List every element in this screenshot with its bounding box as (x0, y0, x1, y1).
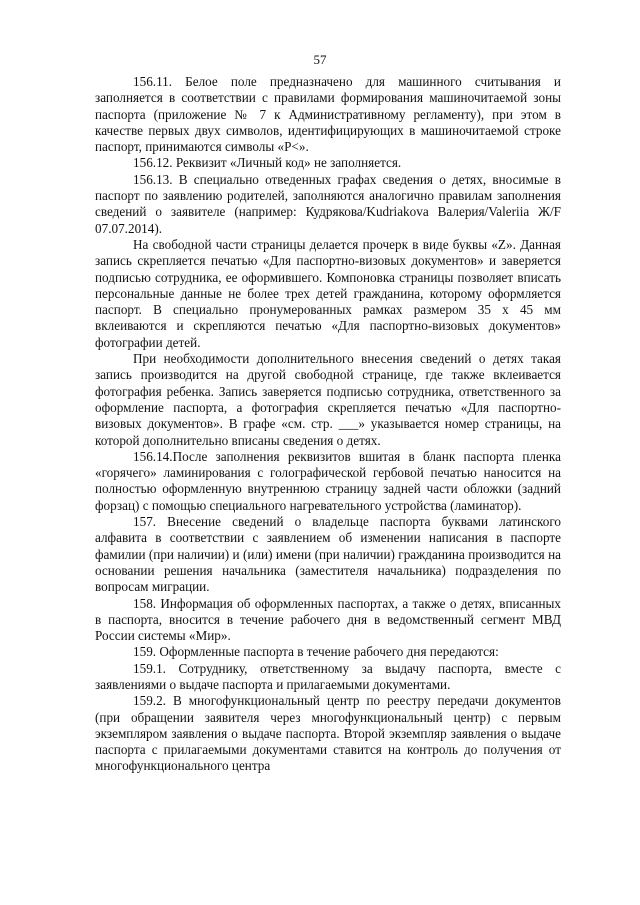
page-number: 57 (313, 52, 327, 67)
document-body (95, 74, 561, 775)
paragraph-additional-children: При необходимости дополнительного внесения сведений о детях такая запись производится на другой свободной странице, где также вклеивается фотография ребенка. Запись заверяется подписью сотрудника, ответственного за оформление паспорта, а фотография скрепляется печатью «Для паспортно-визовых документов». В графе «см. стр. ___» указывается номер страницы, на которой дополнительно вписаны сведения о детях. (95, 351, 561, 448)
paragraph-157: 157. Внесение сведений о владельце паспорта буквами латинского алфавита в соответствии с заявлением об изменении написания в паспорте фамилии (при наличии) и (или) имени (при наличии) гражданина производится на основании решения начальника (заместителя начальника) подразделения по вопросам миграции. (95, 514, 561, 595)
paragraph-159: 159. Оформленные паспорта в течение рабочего дня передаются: (133, 644, 499, 660)
paragraph-156-11: 156.11. Белое поле предназначено для машинного считывания и заполняется в соответствии с правилами формирования машиночитаемой зоны паспорта (приложение № 7 к Административному регламенту), при этом в качестве первых двух символов, идентифицирующих в машиночитаемой строке паспорт, принимаются символы «P<». (95, 74, 561, 155)
paragraph-158: 158. Информация об оформленных паспортах, а также о детях, вписанных в паспорта, вносится в течение рабочего дня в ведомственный сегмент МВД России системы «Мир». (95, 595, 561, 644)
paragraph-159-1: 159.1. Сотруднику, ответственному за выдачу паспорта, вместе с заявлениями о выдаче паспорта и прилагаемыми документами. (95, 660, 561, 692)
paragraph-156-13: 156.13. В специально отведенных графах сведения о детях, вносимые в паспорт по заявлению родителей, заполняются аналогично правилам заполнения сведений о заявителе (например: Кудрякова/Kudriakova Валерия/Valeriia Ж/F 07.07.2014). (95, 171, 561, 236)
paragraph-z-mark: На свободной части страницы делается прочерк в виде буквы «Z». Данная запись скрепляется печатью «Для паспортно-визовых документов» и заверяется подписью сотрудника, ее оформившего. Компоновка страницы позволяет вписать персональные данные не более трех детей гражданина, которому оформляется паспорт. В специально пронумерованных рамках размером 35 х 45 мм вклеиваются и скрепляются печатью «Для паспортно-визовых документов» фотографии детей. (95, 236, 561, 350)
paragraph-159-2: 159.2. В многофункциональный центр по реестру передачи документов (при обращении заявителя через многофункциональный центр) с первым экземпляром заявления о выдаче паспорта. Второй экземпляр заявления о выдаче паспорта с прилагаемыми документами ставится на контроль до получения от многофункционального центра (95, 693, 561, 774)
paragraph-156-12: 156.12. Реквизит «Личный код» не заполняется. (133, 155, 402, 171)
paragraph-156-14: 156.14.После заполнения реквизитов вшитая в бланк паспорта пленка «горячего» ламинирования с голографической гербовой печатью наносится на полностью оформленную внутреннюю страницу задней части обложки (задний форзац) с помощью специального нагревательного устройства (ламинатор). (95, 448, 561, 513)
